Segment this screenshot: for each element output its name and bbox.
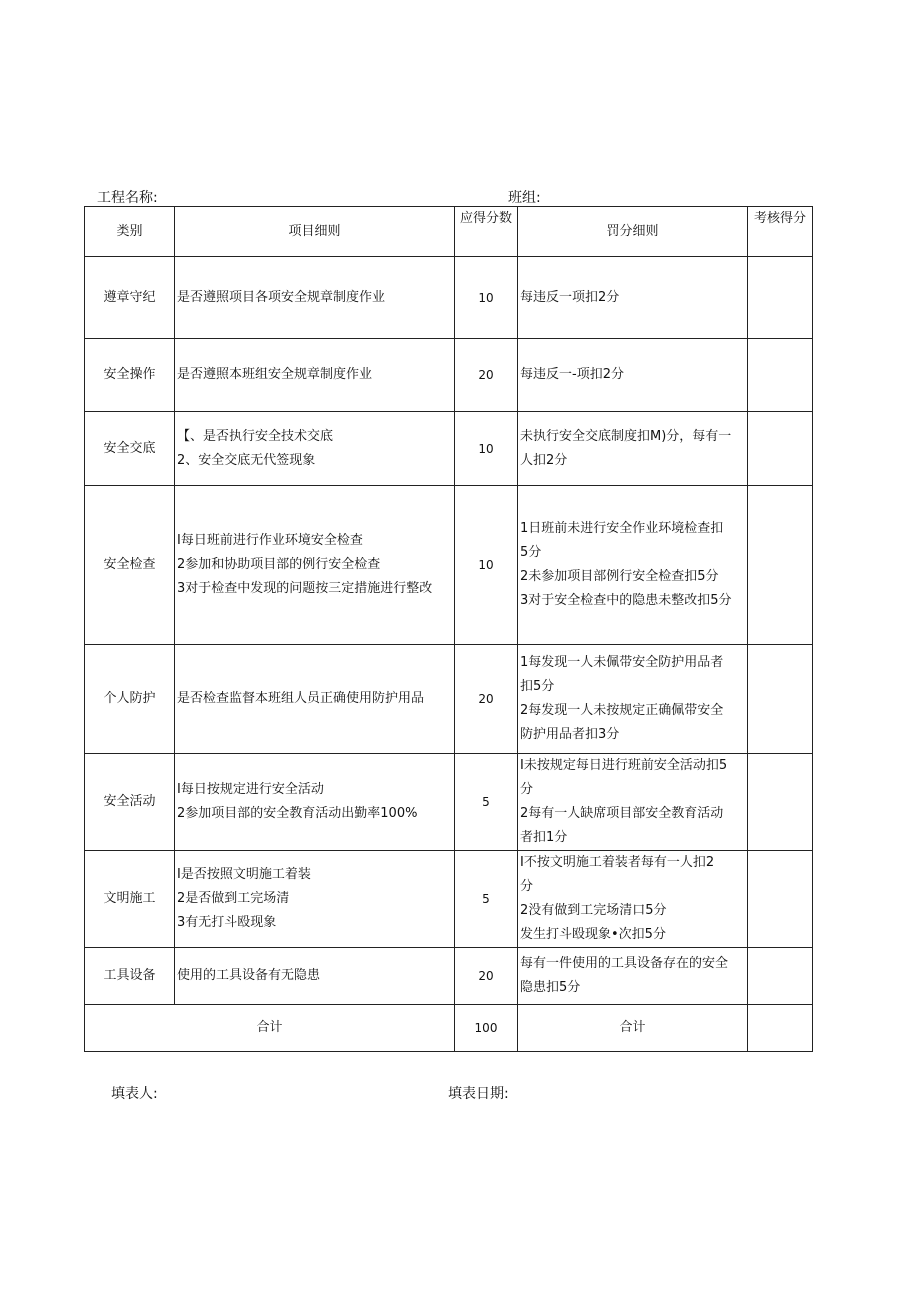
row-result-cell[interactable]: [748, 257, 813, 339]
row-penalty-line: 分: [520, 879, 534, 894]
row-score: 10: [455, 257, 518, 339]
table-header-row: [85, 207, 813, 257]
row-result-cell[interactable]: [748, 412, 813, 486]
row-detail-line: 是否遵照项目各项安全规章制度作业: [177, 289, 386, 305]
total-result-cell[interactable]: [748, 1005, 813, 1052]
row-penalty: [518, 412, 748, 486]
table-row: [85, 645, 813, 754]
row-detail-line: 2参加项目部的安全教育活动出勤率100%: [177, 806, 418, 821]
row-score: 5: [455, 754, 518, 851]
assessment-table: [84, 206, 813, 1052]
row-detail-line: 是否遵照本班组安全规章制度作业: [177, 367, 373, 382]
row-score: 20: [455, 948, 518, 1005]
row-penalty-line: 隐患扣5分: [520, 980, 581, 995]
col-header-detail: 项目细则: [175, 207, 455, 257]
row-detail: [175, 257, 455, 339]
filler-label: 填表人:: [111, 1086, 158, 1102]
row-penalty-line: 者扣1分: [520, 830, 568, 845]
row-penalty-line: I不按文明施工着装者每有一人扣2: [520, 855, 715, 870]
table-row: [85, 486, 813, 645]
total-row: [85, 1005, 813, 1052]
row-score: 20: [455, 645, 518, 754]
row-detail-line: 2参加和协助项目部的例行安全检查: [177, 557, 381, 572]
total-label: 合计: [85, 1005, 455, 1052]
row-category: 安全检查: [85, 486, 175, 645]
row-score: 20: [455, 339, 518, 412]
col-header-penalty: 罚分细则: [518, 207, 748, 257]
col-header-category: 类别: [85, 207, 175, 257]
row-result-cell[interactable]: [748, 645, 813, 754]
row-detail: [175, 851, 455, 948]
row-category: 个人防护: [85, 645, 175, 754]
row-penalty-line: 3对于安全检查中的隐患未整改扣5分: [520, 593, 732, 608]
row-penalty: [518, 754, 748, 851]
col-header-score: 应得分数: [455, 207, 518, 257]
row-detail-line: 2、安全交底无代签现象: [177, 452, 316, 468]
row-category: 安全操作: [85, 339, 175, 412]
row-result-cell[interactable]: [748, 486, 813, 645]
row-penalty: [518, 486, 748, 645]
row-penalty: [518, 851, 748, 948]
table-body: [85, 257, 813, 1005]
total-penalty-label: 合计: [518, 1005, 748, 1052]
row-result-cell[interactable]: [748, 339, 813, 412]
fill-date-label: 填表日期:: [448, 1086, 509, 1102]
row-detail-line: 是否检查监督本班组人员正确使用防护用品: [177, 691, 425, 706]
row-detail: [175, 339, 455, 412]
row-category: 安全活动: [85, 754, 175, 851]
row-penalty-line: 防护用品者扣3分: [520, 727, 620, 742]
table-row: [85, 948, 813, 1005]
row-detail-line: I每日班前进行作业环境安全检查: [177, 533, 363, 548]
row-penalty: [518, 948, 748, 1005]
team-label: 班组:: [508, 190, 541, 206]
row-penalty-line: 2每有一人缺席项目部安全教育活动: [520, 806, 724, 821]
row-detail-line: I是否按照文明施工着装: [177, 867, 311, 882]
row-penalty-line: 每有一件使用的工具设备存在的安全: [520, 956, 729, 971]
row-penalty-line: 每违反一-项扣2分: [520, 367, 624, 382]
table-row: [85, 851, 813, 948]
row-penalty-line: 5分: [520, 545, 542, 560]
project-name-label: 工程名称:: [97, 190, 158, 206]
row-penalty-line: 分: [520, 782, 534, 797]
row-penalty-line: 2未参加项目部例行安全检查扣5分: [520, 569, 719, 584]
row-category: 文明施工: [85, 851, 175, 948]
row-detail-line: 使用的工具设备有无隐患: [177, 968, 321, 983]
row-score: 10: [455, 486, 518, 645]
row-detail: [175, 948, 455, 1005]
table-row: [85, 257, 813, 339]
row-category: 工具设备: [85, 948, 175, 1005]
row-penalty-line: 发生打斗殴现象•次扣5分: [520, 927, 666, 942]
col-header-result: 考核得分: [748, 207, 813, 257]
row-category: 安全交底: [85, 412, 175, 486]
row-penalty-line: 1日班前未进行安全作业环境检查扣: [520, 521, 724, 536]
table-row: [85, 339, 813, 412]
table-row: [85, 412, 813, 486]
row-detail-line: 2是否做到工完场清: [177, 891, 290, 906]
row-score: 5: [455, 851, 518, 948]
row-detail-line: 3有无打斗殴现象: [177, 915, 277, 930]
row-detail-line: 3对于检查中发现的问题按三定措施进行整改: [177, 581, 433, 596]
row-detail: [175, 645, 455, 754]
row-penalty-line: I未按规定每日进行班前安全活动扣5: [520, 758, 728, 773]
row-penalty: [518, 339, 748, 412]
row-penalty-line: 人扣2分: [520, 452, 568, 468]
row-result-cell[interactable]: [748, 754, 813, 851]
row-penalty-line: 未执行安全交底制度扣M)分，每有一: [520, 428, 732, 444]
row-penalty-line: 扣5分: [520, 679, 555, 694]
row-result-cell[interactable]: [748, 851, 813, 948]
row-penalty: [518, 257, 748, 339]
row-score: 10: [455, 412, 518, 486]
row-penalty-line: 2没有做到工完场清口5分: [520, 903, 667, 918]
row-detail: [175, 754, 455, 851]
row-detail-line: I每日按规定进行安全活动: [177, 782, 324, 797]
row-category: 遵章守纪: [85, 257, 175, 339]
row-detail: [175, 486, 455, 645]
row-penalty-line: 2每发现一人未按规定正确佩带安全: [520, 703, 724, 718]
row-penalty-line: 1每发现一人未佩带安全防护用品者: [520, 655, 724, 670]
row-detail-line: 【、是否执行安全技术交底: [177, 428, 334, 444]
row-penalty: [518, 645, 748, 754]
row-penalty-line: 每违反一项扣2分: [520, 289, 620, 305]
row-detail: [175, 412, 455, 486]
table-row: [85, 754, 813, 851]
row-result-cell[interactable]: [748, 948, 813, 1005]
total-score: 100: [455, 1005, 518, 1052]
